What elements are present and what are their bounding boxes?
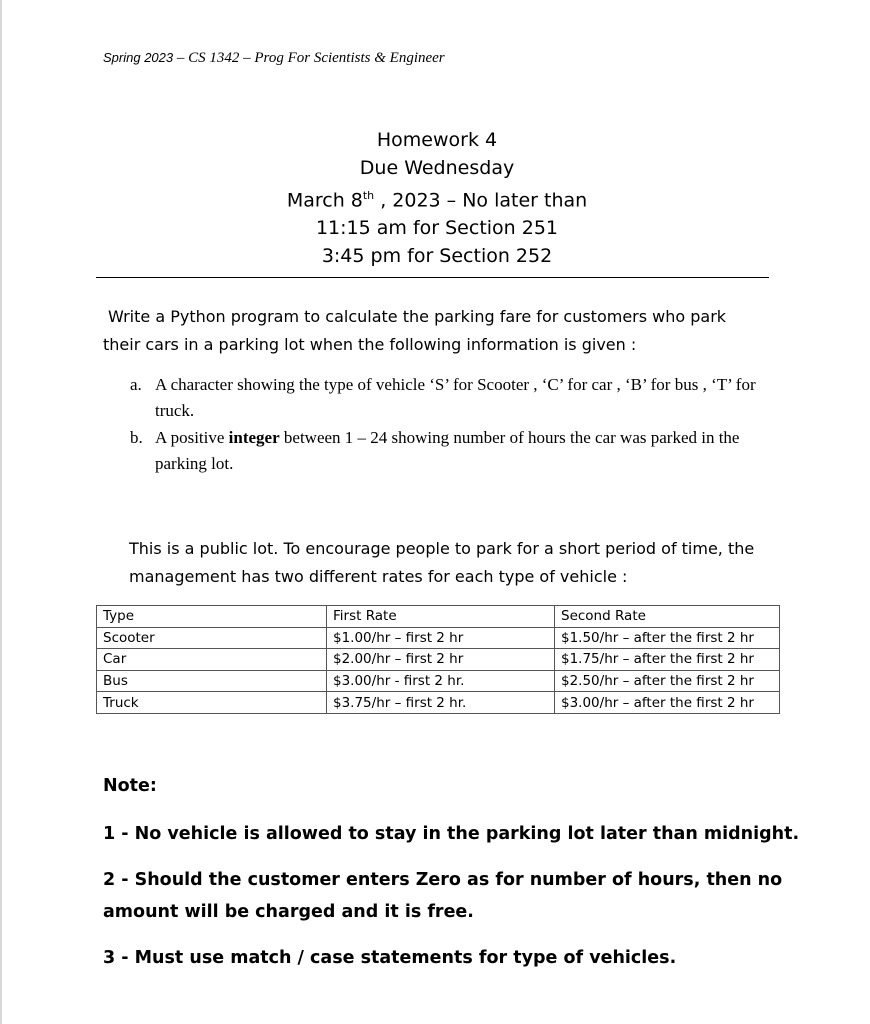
input-list — [130, 372, 770, 478]
list-item-text-end: between 1 – 24 showing number of hours the car was parked in the parking lot. — [155, 428, 740, 473]
note-item-2: 2 - Should the customer enters Zero as for number of hours, then no amount will be charged and it is free. — [103, 870, 783, 922]
term-label: Spring 2023 — [103, 50, 174, 65]
second-rate-cell: $3.00/hr – after the first 2 hr — [555, 692, 780, 714]
first-rate-cell: $1.00/hr – first 2 hr — [327, 627, 555, 649]
notes-section — [103, 772, 803, 988]
table-row — [97, 670, 780, 692]
list-item-text: A character showing the type of vehicle ‘S’ for Scooter , ‘C’ for car , ‘B’ for bus , ‘T’ for truck. — [155, 375, 756, 420]
header-second-rate: Second Rate — [555, 606, 780, 628]
horizontal-divider — [96, 277, 769, 278]
list-item-emphasis: integer — [228, 428, 280, 447]
note-item-3: 3 - Must use match / case statements for type of vehicles. — [103, 948, 677, 968]
table-header-row — [97, 606, 780, 628]
table-row — [97, 649, 780, 671]
header-first-rate: First Rate — [327, 606, 555, 628]
second-rate-cell: $1.75/hr – after the first 2 hr — [555, 649, 780, 671]
first-rate-cell: $3.00/hr - first 2 hr. — [327, 670, 555, 692]
list-item-text-start: A positive — [155, 428, 229, 447]
course-header — [103, 50, 445, 67]
rates-table — [96, 605, 780, 714]
list-marker: a. — [130, 375, 142, 394]
table-row — [97, 692, 780, 714]
notes-title: Note: — [103, 776, 157, 796]
vehicle-type-cell: Truck — [97, 692, 327, 714]
course-label: – CS 1342 – Prog For Scientists & Engineer — [173, 50, 445, 66]
homework-title: Homework 4 — [376, 129, 498, 151]
list-item — [130, 372, 770, 424]
problem-statement-line-2: their cars in a parking lot when the following information is given : — [103, 335, 637, 354]
problem-statement-line-1: Write a Python program to calculate the parking fare for customers who park — [108, 307, 727, 326]
due-day: Due Wednesday — [359, 157, 515, 179]
public-lot-paragraph — [129, 535, 789, 591]
homework-title-block — [180, 126, 694, 270]
public-lot-line-1: This is a public lot. To encourage people to park for a short period of time, the — [129, 539, 755, 558]
due-time-section-252: 3:45 pm for Section 252 — [321, 245, 553, 268]
first-rate-cell: $2.00/hr – first 2 hr — [327, 649, 555, 671]
table-row — [97, 627, 780, 649]
vehicle-type-cell: Scooter — [97, 627, 327, 649]
page-edge — [0, 0, 2, 1024]
second-rate-cell: $1.50/hr – after the first 2 hr — [555, 627, 780, 649]
list-item — [130, 425, 770, 477]
problem-statement — [103, 303, 783, 359]
vehicle-type-cell: Car — [97, 649, 327, 671]
note-item-1: 1 - No vehicle is allowed to stay in the parking lot later than midnight. — [103, 824, 800, 844]
due-date: March 8th , 2023 – No later than — [286, 189, 588, 212]
first-rate-cell: $3.75/hr – first 2 hr. — [327, 692, 555, 714]
second-rate-cell: $2.50/hr – after the first 2 hr — [555, 670, 780, 692]
due-time-section-251: 11:15 am for Section 251 — [315, 217, 559, 240]
vehicle-type-cell: Bus — [97, 670, 327, 692]
list-marker: b. — [130, 428, 143, 447]
public-lot-line-2: management has two different rates for each type of vehicle : — [129, 567, 628, 586]
header-type: Type — [97, 606, 327, 628]
